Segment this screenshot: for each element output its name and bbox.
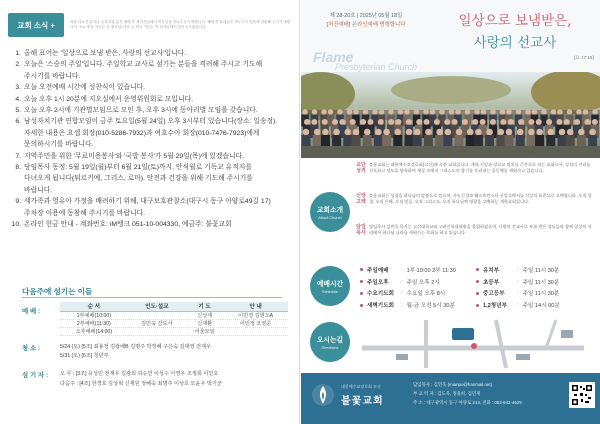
schedule-table: [60, 302, 288, 336]
about-block-denomination: [356, 162, 592, 175]
photo-person-head: [449, 109, 455, 115]
photo-person-head: [548, 129, 555, 136]
news-item-text: 당임목사 동정: 5월 19일(월)부터 6월 21일(토)까지, 안식월로 기독교 유적지를: [24, 164, 252, 172]
photo-person-head: [536, 129, 543, 136]
news-item: [8, 162, 296, 173]
worship-row: [360, 288, 592, 300]
about-tag: 신앙 고백: [356, 193, 366, 205]
worship-item: [360, 266, 476, 274]
photo-person-head: [302, 109, 308, 115]
news-item-number: 10.: [11, 221, 21, 229]
photo-person-head: [314, 129, 321, 136]
photo-person-head: [456, 129, 463, 136]
news-item-number: 2.: [15, 61, 21, 69]
table-cell: 오후예배(14:00): [60, 327, 128, 335]
news-item-text: 다녀오게 됩니다(튀르키예, 그리스, 로마). 안전과 건강을 위해 기도해 주시기를: [24, 175, 253, 183]
table-cell: 2부예배(11:30): [60, 319, 128, 327]
serve-label: 섬 기 자 :: [22, 372, 48, 379]
photo-person-head: [347, 109, 353, 115]
table-cell: [128, 311, 186, 319]
about-circle-title: 교회소개: [316, 207, 344, 214]
photo-person-head: [363, 109, 369, 115]
worship-item: [476, 289, 592, 297]
worship-row: [360, 264, 592, 276]
divider: [22, 297, 282, 298]
about-block-pastor: [356, 224, 592, 237]
separator: :: [401, 302, 403, 309]
worship-circle-subtitle: Schedule: [322, 290, 338, 294]
separator: :: [401, 278, 403, 285]
photo-person-head: [395, 119, 401, 125]
table-row: [60, 311, 288, 319]
photo-person-head: [490, 119, 496, 125]
news-item-number: 4.: [15, 95, 21, 103]
bullet-icon: [360, 280, 363, 283]
bullet-icon: [476, 268, 479, 271]
about-circle: [310, 192, 350, 232]
photo-person-head: [339, 119, 345, 125]
worship-item: [476, 278, 592, 286]
church-denomination: 대한예수교장로회 고신: [341, 384, 381, 389]
qr-code-icon[interactable]: [569, 382, 595, 408]
news-item-text: 올해 표어는 '일상으로 보냄 받은, 사랑의 선교사'입니다.: [24, 50, 187, 57]
schedule-title: 다음주에 섬기는 이들: [22, 287, 93, 296]
worship-times-table: [360, 264, 592, 311]
photo-person-head: [379, 109, 385, 115]
cover-title: [436, 10, 594, 54]
news-item-text: 자세한 내용은 요셉 회장(010-5286-7932)과 여호수아 회장(010-7476-7923)에게: [24, 129, 260, 137]
photo-person-head: [556, 119, 562, 125]
news-item-number: 7.: [15, 152, 21, 160]
photo-person-head: [337, 109, 343, 115]
photo-person-head: [414, 129, 421, 136]
photo-person-head: [541, 109, 547, 115]
photo-person-head: [398, 109, 404, 115]
news-item-text: 주차장 이용에 동참해 주시기를 바랍니다.: [24, 209, 146, 217]
photo-person-head: [462, 119, 468, 125]
news-item: [8, 151, 296, 162]
news-note: 처음 나오신 분이나 등록하실 분은 예배 후 새가족실에서 목사님을 만나주시기 바랍니다. 예배 중 휴대폰은 꺼두시고 말씀에 집중해 주시기 바랍니다. 오늘 헌금 기도는 김 집사님, 다음 주 헌금 기도는 이 집사님께서 맡아주시겠습니다.: [70, 20, 291, 29]
issue-number: 제 28-20호 | 2025년 05월 18일: [329, 13, 403, 19]
worship-item-name: 주일오후: [367, 279, 389, 286]
photo-person-head: [395, 129, 402, 136]
photo-person-head: [353, 109, 359, 115]
news-item-text: 오늘 오전예배 시간에 성찬식이 있습니다.: [24, 84, 146, 92]
contact-pastor: 담임목사 : 김민욱 (mianpo@hanmail.net): [413, 382, 493, 387]
contact-address: 주 소 : 대구광역시 동구 아양로 213, 전화 : 053-942-4629: [413, 400, 522, 405]
photo-person-head: [375, 129, 382, 136]
news-item-text: 오늘은 '스승의 주일'입니다. 주일학교 교사로 섬기는 분들을 격려해 주시고 기도해: [24, 61, 263, 69]
photo-person-head: [486, 129, 493, 136]
photo-person-head: [416, 119, 422, 125]
news-item-number: [8, 208, 21, 219]
photo-person-head: [434, 119, 440, 125]
separator: :: [401, 266, 403, 273]
photo-person-head: [445, 129, 452, 136]
table-cell: 김민욱 강도사: [128, 319, 186, 327]
schedule-header-cell: 순 서: [60, 302, 128, 311]
photo-person-head: [557, 109, 563, 115]
news-item-text: 바랍니다.: [24, 186, 53, 194]
photo-person-head: [528, 129, 535, 136]
photo-person-head: [406, 119, 412, 125]
separator: :: [517, 266, 519, 273]
photo-person-head: [500, 119, 506, 125]
separator: :: [517, 290, 519, 297]
news-item-number: [8, 139, 21, 150]
photo-person-head: [328, 109, 334, 115]
news-item-text: 문의하시기를 바랍니다.: [24, 141, 94, 149]
photo-person-head: [564, 119, 570, 125]
photo-person-head: [311, 119, 317, 125]
photo-person-head: [304, 119, 310, 125]
photo-person-head: [322, 129, 329, 136]
photo-person-head: [414, 109, 420, 115]
news-item-text: 지역주민을 위한 '무료미용봉사'와 '국밥 봉사'가 5월 29일(목)에 있겠습니다.: [24, 152, 245, 160]
photo-person-head: [592, 109, 598, 115]
news-item: [8, 59, 296, 70]
about-tag: 담임 목사: [356, 224, 366, 236]
issue-info: [311, 12, 421, 30]
photo-person-head: [425, 129, 432, 136]
separator: :: [517, 302, 519, 309]
news-item-text: 온라인 헌금 안내 - 계좌번호: iM뱅크 051-10-004330, 예금주: 불꽃교회: [24, 221, 232, 229]
table-cell: 1부예배(10:00): [60, 311, 128, 319]
photo-person-head: [321, 109, 327, 115]
news-item-number: [8, 71, 21, 82]
news-item: [8, 82, 296, 93]
worship-item-name: 수요기도회: [367, 291, 395, 298]
clean-row-2: 5/31 (토) [6조] 청년부: [60, 353, 109, 359]
worship-item-name: 1,2청년부: [483, 303, 507, 310]
photo-person-head: [388, 119, 394, 125]
worship-circle: [310, 266, 350, 306]
photo-person-head: [430, 109, 436, 115]
table-cell: 이민정 조영준: [223, 319, 288, 327]
photo-person-head: [332, 119, 338, 125]
photo-person-head: [350, 119, 356, 125]
photo-person-head: [465, 109, 471, 115]
photo-person-head: [424, 119, 430, 125]
contact-staff: 부 교 역 자 : 김도욱, 정윤희, 김민재: [413, 391, 481, 396]
worship-item-name: 유치부: [483, 267, 500, 274]
church-name: 불꽃교회: [341, 396, 384, 407]
photo-person-head: [444, 119, 450, 125]
worship-item-time: 주일 11시 30분: [522, 267, 560, 274]
worship-item-time: 월-금 오전 5시 30분: [406, 303, 455, 310]
news-item: [8, 94, 296, 105]
separator: :: [401, 290, 403, 297]
table-cell: 이민경 김현오A: [223, 311, 288, 319]
bullet-icon: [476, 292, 479, 295]
directions-circle: [310, 322, 350, 362]
about-text: 담임목사 김민욱 목사는 고신대학교와 고려신학대학원을 졸업하였으며, 사랑의 선교사로 부름 받은 성도들과 함께 일상의 자리에서 하나님 나라를 세워가는 목회를 하고 있습니다.: [369, 224, 592, 236]
about-tag: 교단 성격: [356, 162, 366, 174]
directions-map: [356, 318, 592, 370]
news-item-number: 6.: [15, 118, 21, 126]
news-item: [8, 48, 296, 59]
news-item: [8, 208, 296, 219]
photo-person-head: [378, 119, 384, 125]
photo-person-head: [360, 119, 366, 125]
news-item: [8, 139, 296, 150]
about-circle-subtitle: About Church: [318, 216, 342, 220]
photo-person-head: [312, 109, 318, 115]
worship-row: [360, 276, 592, 288]
news-item: [8, 105, 296, 116]
photo-person-head: [592, 119, 598, 125]
news-item-text: 주시기를 바랍니다.: [24, 72, 81, 80]
photo-person-head: [532, 109, 538, 115]
congregation-photo: [301, 72, 600, 158]
bullet-icon: [476, 280, 479, 283]
news-badge: 교회 소식 +: [8, 13, 64, 37]
table-cell: 신성재: [186, 311, 223, 319]
worship-row: [360, 299, 592, 311]
table-row: [60, 319, 288, 327]
separator: :: [517, 278, 519, 285]
news-item: [8, 185, 296, 196]
news-item-text: 남성자치기관 연합모임이 금주 토요일(5월 24일) 오후 3시부터 있습니다(장소: 일송정).: [24, 118, 278, 126]
photo-person-head: [474, 109, 480, 115]
bullet-icon: [360, 292, 363, 295]
schedule-header-cell: 인도·설교: [128, 302, 186, 311]
worship-item-time: 주일 11시 30분: [522, 291, 560, 298]
worship-item-name: 주일예배: [367, 267, 389, 274]
photo-person-head: [567, 129, 574, 136]
photo-person-head: [322, 119, 328, 125]
worship-item: [476, 301, 592, 309]
photo-person-head: [388, 109, 394, 115]
photo-person-head: [353, 129, 360, 136]
photo-person-head: [525, 109, 531, 115]
news-item-number: 1.: [15, 50, 21, 57]
photo-person-head: [423, 109, 429, 115]
news-item-number: 3.: [15, 84, 21, 92]
bullet-icon: [360, 304, 363, 307]
photo-person-head: [574, 119, 580, 125]
schedule-table-header: [60, 302, 288, 311]
photo-person-head: [576, 109, 582, 115]
photo-person-head: [517, 129, 524, 136]
worship-item-name: 중고등부: [483, 291, 505, 298]
congregation-photo-image: [301, 72, 600, 158]
photo-person-head: [578, 129, 585, 136]
clean-label: 청 소 :: [22, 345, 41, 352]
news-item-text: 세가족과 영유아 가정을 배려하기 위해, 대구보호관찰소(대구시 동구 아양로49길 17): [24, 198, 271, 206]
news-item: [8, 128, 296, 139]
photo-person-head: [303, 129, 310, 136]
news-item-number: [8, 185, 21, 196]
worship-item-time: 주일 11시 30분: [522, 279, 560, 286]
photo-person-head: [546, 119, 552, 125]
photo-person-head: [455, 109, 461, 115]
bullet-icon: [476, 304, 479, 307]
photo-person-head: [498, 129, 505, 136]
photo-person-head: [551, 109, 557, 115]
photo-person-head: [506, 109, 512, 115]
photo-person-head: [480, 119, 486, 125]
photo-person-head: [506, 129, 513, 136]
brand-name: Flame: [313, 49, 354, 65]
serve-row-1: 오 루 : [3조] 유성민 전재우 김광희 허승민 이성수 이영우 조정희 이민호: [60, 371, 219, 377]
news-item: [8, 196, 296, 207]
directions-circle-subtitle: Directions: [321, 346, 339, 350]
worship-item: [360, 278, 476, 286]
worship-item-time: 주일 오후 2시: [406, 279, 440, 286]
serve-row-2: 다음주 : [4조] 한경호 김상혁 신재원 정혜숙 최명주 이성호 모윤우 박기군: [60, 381, 222, 387]
photo-person-head: [439, 109, 445, 115]
cover-title-line2: 사랑의 선교사: [473, 35, 557, 51]
photo-person-head: [518, 119, 524, 125]
news-item: [8, 71, 296, 82]
news-item-number: [8, 128, 21, 139]
cover-verse: (요 17:18): [573, 55, 594, 60]
photo-person-head: [383, 129, 390, 136]
worship-item: [476, 266, 592, 274]
news-item-number: 5.: [15, 107, 21, 115]
photo-person-head: [589, 129, 596, 136]
photo-person-head: [345, 129, 352, 136]
news-item: [8, 116, 296, 127]
table-cell: [223, 327, 288, 335]
photo-person-head: [583, 109, 589, 115]
worship-item-name: 새벽기도회: [367, 303, 395, 310]
photo-person-head: [364, 129, 371, 136]
photo-person-head: [559, 129, 566, 136]
worship-item-time: 주일 14시 00분: [522, 303, 560, 310]
photo-person-head: [452, 119, 458, 125]
worship-item-name: 초등부: [483, 279, 500, 286]
worship-circle-title: 예배시간: [316, 281, 344, 288]
contact-info: [413, 380, 563, 407]
table-cell: 어울모임: [186, 327, 223, 335]
photo-person-head: [490, 109, 496, 115]
table-row: [60, 327, 288, 335]
news-item: [8, 219, 296, 230]
news-item-number: [8, 173, 21, 184]
photo-person-head: [372, 109, 378, 115]
church-logo-icon: [311, 383, 335, 407]
news-header: [8, 10, 292, 40]
brand-subtitle: Presbyterian Church: [335, 62, 418, 72]
photo-person-head: [567, 109, 573, 115]
map-image: [356, 318, 592, 370]
footer: [301, 373, 600, 424]
about-block-confession: [356, 193, 592, 206]
news-item-number: 9.: [15, 198, 21, 206]
photo-person-head: [584, 119, 590, 125]
issue-note: [처진예배] 온라인예배 병행합니다: [326, 22, 406, 28]
worship-item-time: 1부 10:00 2부 11:30: [406, 267, 456, 274]
worship-item: [360, 289, 476, 297]
table-cell: 신재환: [186, 319, 223, 327]
photo-person-head: [333, 129, 340, 136]
about-text: 불꽃교회는 성경을 하나님의 말씀으로 믿으며, 사도신경과 웨스트민스터 신앙고백서를 신앙의 표준으로 고백합니다. 오직 성경, 오직 은혜, 오직 믿음, 오직 그리스도, 오직 하나님께 영광을 고백하는 개혁교회입니다.: [369, 193, 592, 205]
table-cell: [128, 327, 186, 335]
about-text: 불꽃교회는 대한예수교장로회(고신)에 속한 교회입니다. 개혁 신앙과 장로교 정치를 근간으로 하는 교회로서, 성경의 진리를 선포하고 성도를 양육하며 세상 속에서 그리스도의 향기를 드러내는 공동체를 세워가고 있습니다.: [369, 162, 591, 174]
photo-person-head: [404, 109, 410, 115]
photo-person-head: [528, 119, 534, 125]
photo-person-head: [367, 119, 373, 125]
news-item-number: 8.: [15, 164, 21, 172]
schedule-header-cell: 기 도: [186, 302, 223, 311]
directions-circle-title: 오시는길: [316, 337, 344, 344]
photo-person-head: [516, 109, 522, 115]
photo-person-head: [406, 129, 413, 136]
news-list: [8, 48, 296, 231]
news-item-text: 오늘 오후 1시 20분에 지오실에서 운영위원회로 모입니다.: [24, 95, 194, 103]
news-item: [8, 173, 296, 184]
clean-row-1: 5/24 (토) [5조] 최용정 김광배B 김명주 박정혜 구은숙 김대영 전재우: [60, 344, 212, 350]
photo-person-head: [467, 129, 474, 136]
schedule-header-cell: 안 내: [223, 302, 288, 311]
photo-person-head: [536, 119, 542, 125]
photo-person-head: [475, 129, 482, 136]
cover-title-line1: 일상으로 보냄받은,: [458, 13, 572, 29]
bullet-icon: [360, 268, 363, 271]
photo-person-head: [500, 109, 506, 115]
news-item-text: 오늘 오후 2시에 기관별모임으로 모인 후, 오후 3시에 동아리별 모임을 갖습니다.: [24, 107, 258, 115]
photo-person-head: [436, 129, 443, 136]
photo-person-head: [472, 119, 478, 125]
photo-person-head: [481, 109, 487, 115]
worship-item: [360, 301, 476, 309]
worship-item-time: 수요일 오후 8시: [406, 291, 446, 298]
worship-label: 예 배 :: [22, 308, 41, 315]
photo-person-head: [508, 119, 514, 125]
